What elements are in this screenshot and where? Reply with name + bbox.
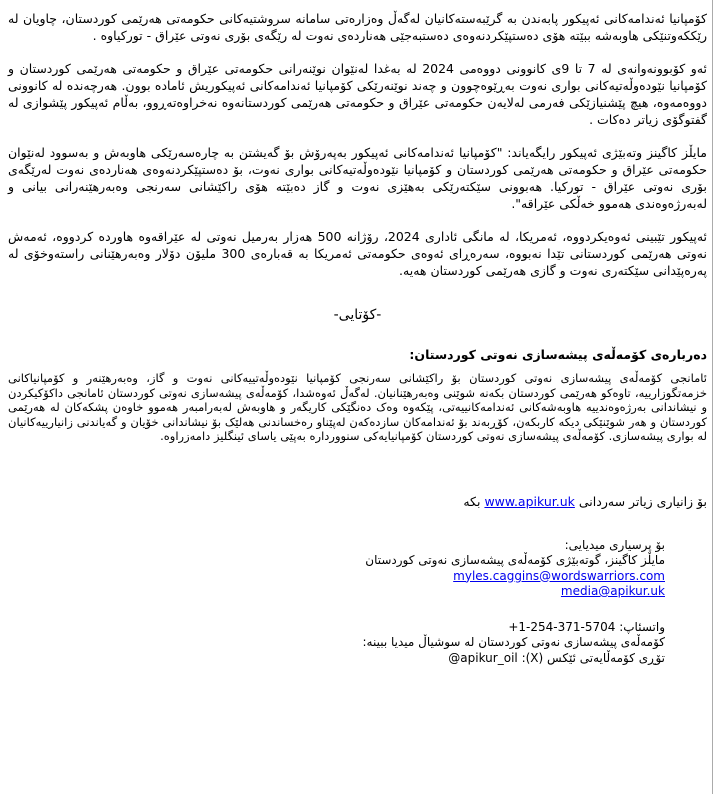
press-paragraph-commitment: کۆمپانیا ئەندامەکانی ئەپیکور پابەندن بە گرێبەستەکانیان لەگەڵ وەزارەتی سامانە سروشتیەکانی حکومەتی هەرێمی کوردستان، چاویان لە رێککەوتنێکی هاوبەشە ببێتە هۆی دەستپێکردنەوەی دەستبەجێی هەناردەی نەوت لە رێگەی بۆری نەوتی عێراق - تورکیاوە .	[8, 11, 707, 43]
x-handle: @apikur_oil	[448, 650, 518, 665]
whatsapp-line	[8, 620, 665, 636]
press-paragraph-baghdad-meetings: ئەو کۆبوونەوانەی لە 7 تا 9ی کانوونی دووەمی 2024 لە بەغدا لەنێوان نوێنەرانی حکومەتی عێراق و حکومەتی هەرێمی کوردستان و کۆمپانیا نێودەوڵەتیەکانی بواری نەوت بەڕێوەچوون و چەند نوێنەرێکی کۆمپانیا ئەندامەکانی ئەپیکوریش ئامادە بوون. هەرچەندە لە کانوونی دووەمەوە، هیچ پێشنیازێکی فەرمی لەلایەن حکومەتی عێراق و حکومەتی هەرێمی کوردستانەوە نەخراوەتەڕوو، بەڵام ئەپیکور پێشوازی لە گفتوگۆی زیاتر دەکات .	[8, 61, 708, 127]
about-section-heading: دەربارەی کۆمەڵەی پیشەسازی نەوتی کوردستان:	[409, 347, 707, 362]
social-contact-block	[8, 620, 707, 667]
more-info-line	[8, 494, 707, 510]
x-network-label: تۆڕی کۆمەڵایەتی ئێکس (X):	[521, 650, 665, 665]
press-paragraph-spokesperson-quote: مایڵز کاگینز وتەبێژی ئەپیکور رایگەیاند: "کۆمپانیا ئەندامەکانی ئەپیکور بەپەرۆش بۆ گەیشتن بە چارەسەرێکی هاوبەش و بەسوود لەنێوان حکومەتی عێراق و حکومەتی هەرێمی کوردستان و کۆمپانیا نێودەوڵەتیەکانی بواری نەوت، بۆ دەستپێکردنەوەی هەناردەی نەوت لەرێگەی بۆری نەوتی عێراق - تورکیا. هەبوونی سێکتەرێکی بەهێزی نەوت و گاز دەبێتە هۆی راکێشانی سەرنجی وەبەرهێنەرانی بیانی و لەبەرژەوەندی هەموو خەڵکی عێراقە".	[8, 145, 707, 211]
more-info-suffix: بکە	[463, 493, 481, 509]
more-info-prefix: بۆ زانیاری زیاتر سەردانی	[578, 493, 707, 509]
x-network-line	[8, 651, 665, 667]
spokesperson-email-link[interactable]: myles.caggins@wordswarriors.com	[453, 568, 665, 583]
media-contact-block	[8, 538, 707, 600]
spokesperson-name-title: مایڵز کاگینز، گوتەبێژی کۆمەڵەی پیشەسازی نەوتی کوردستان	[365, 553, 665, 567]
press-paragraph-us-imports: ئەپیکور تێبینی ئەوەیکردووە، ئەمریکا، لە مانگی ئاداری 2024، رۆژانە 500 هەزار بەرمیل نەوتی لە عێراقەوە هاوردە کردووە، ئەمەش نەوتی هەرێمی کوردستانی تێدا نەبووە، سەرەڕای ئەوەی حکومەتی ئەمریکا بە قەبارەی 300 ملیۆن دۆلار وەبەرهێنانی راستەوخۆی لە پەرەپێدانی سێکتەری نەوت و گازی هەرێمی کوردستان هەیە.	[8, 229, 708, 278]
whatsapp-number: +1-254-371-5704	[508, 619, 616, 634]
end-of-release-marker: -کۆتایی-	[333, 307, 382, 323]
website-link[interactable]: www.apikur.uk	[484, 493, 575, 509]
social-media-prompt: کۆمەڵەی پیشەسازی نەوتی کوردستان لە سوشیاڵ میدیا ببینە:	[362, 635, 665, 649]
media-inquiry-label: بۆ پرسیاری میدیایی:	[564, 537, 665, 552]
whatsapp-label: واتسئاپ:	[619, 619, 665, 634]
window-edge-divider	[712, 0, 713, 794]
media-email-link[interactable]: media@apikur.uk	[560, 584, 665, 598]
about-section-body: ئامانجی کۆمەڵەی پیشەسازی نەوتی کوردستان بۆ راکێشانی سەرنجی کۆمپانیا نێودەوڵەتییەکانی نەوت و گاز، وەبەرهێنەر و کۆمپانیاکانی خزمەتگوزارییە، تاوەکو هەرێمی کوردستان بکەنە شوێنی وەبەرهێنانیان. لەگەڵ ئەوەشدا، کۆمەڵەی پیشەسازی نەوتی کوردستان ئامانجی داکۆکیکردن و نیشاندانی بەرژەوەندییە هاوبەشەکانی ئەندامەکانییەتی، پێکەوە وەک دەنگێکی کاریگەر و هاوبەش لەبەرامبەر هەموو خاوەن پشکەکان لە هەرێمی کوردستان و هەر شوێنێکی دیکە کاربکەن، کۆڕبەند بۆ ئەندامەکان سازدەکەن لەپێناو رەخساندنی هەلێک بۆ نیشاندانی خۆیان و گەیاندنی زانیارییەکانیان لە بواری پیشەسازی. کۆمەڵەی پیشەسازی نەوتی کوردستان کۆمپانیایەکی سنووردارە بەپێی یاسای ئینگلیز دامەزراوە.	[8, 371, 707, 443]
